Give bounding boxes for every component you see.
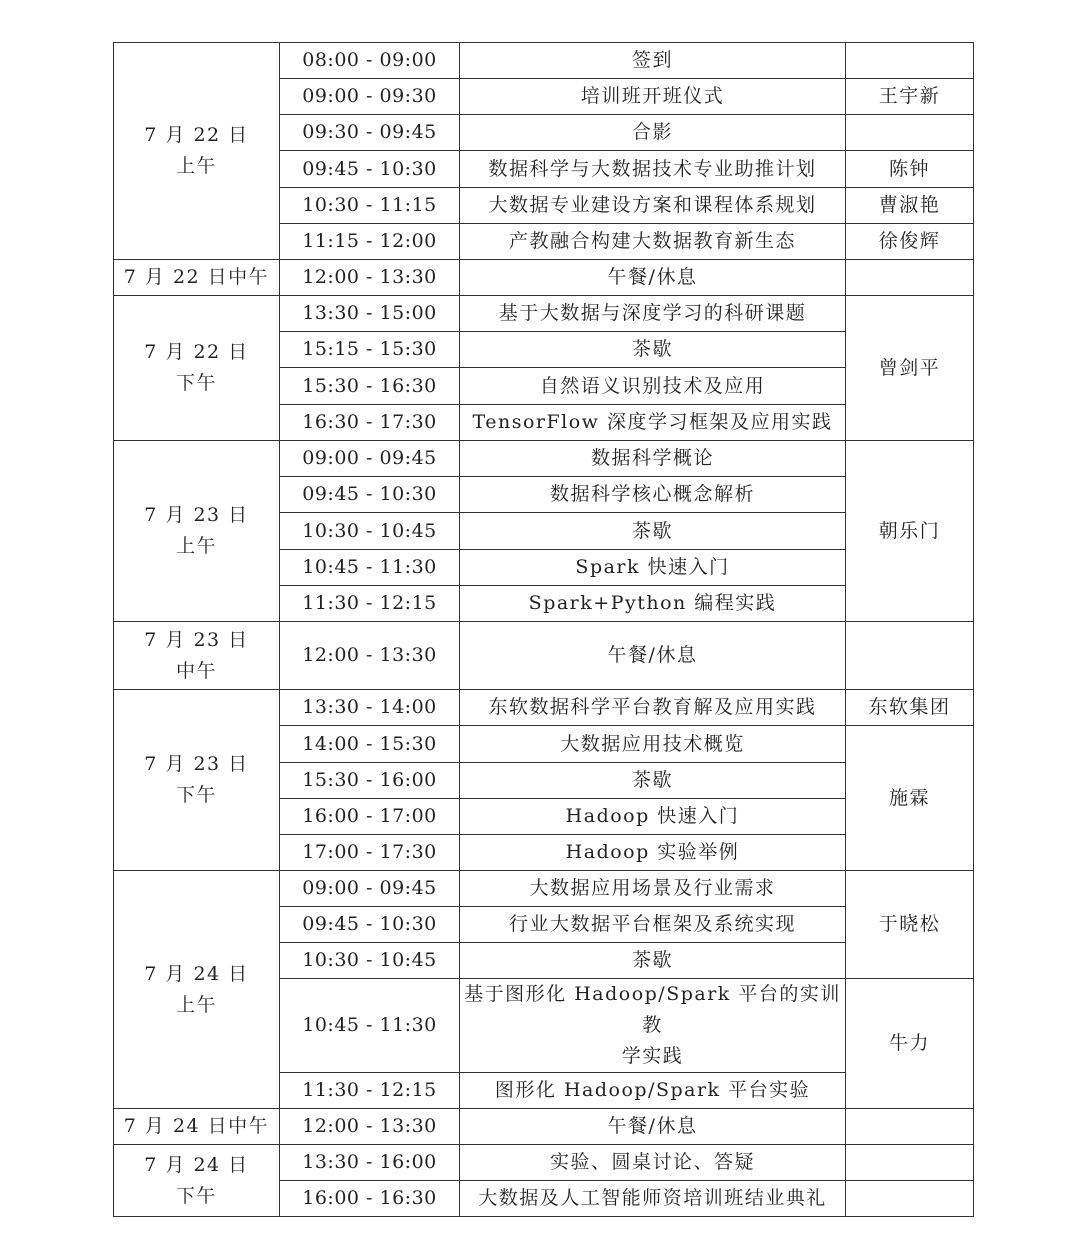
topic-cell: Spark 快速入门: [460, 550, 846, 586]
day-session-cell: 7 月 23 日 中午: [114, 622, 280, 690]
time-cell: 12:00 - 13:30: [280, 260, 460, 296]
time-cell: 14:00 - 15:30: [280, 726, 460, 763]
schedule-body: [114, 43, 974, 1217]
time-cell: 09:45 - 10:30: [280, 907, 460, 943]
day-session-cell: 7 月 23 日 下午: [114, 690, 280, 871]
speaker-cell: [846, 260, 974, 296]
day-session-cell: 7 月 22 日 上午: [114, 43, 280, 260]
time-cell: 13:30 - 14:00: [280, 690, 460, 726]
topic-cell: TensorFlow 深度学习框架及应用实践: [460, 405, 846, 441]
topic-cell: 茶歇: [460, 513, 846, 550]
speaker-cell: 徐俊辉: [846, 224, 974, 260]
day-session-cell: 7 月 22 日中午: [114, 260, 280, 296]
speaker-cell: 曹淑艳: [846, 188, 974, 224]
topic-cell: 大数据应用场景及行业需求: [460, 871, 846, 907]
speaker-cell: [846, 1145, 974, 1181]
speaker-cell: 于晓松: [846, 871, 974, 979]
topic-cell: 茶歇: [460, 943, 846, 979]
speaker-cell: 陈钟: [846, 151, 974, 188]
day-session-cell: 7 月 24 日 下午: [114, 1145, 280, 1217]
topic-cell: 午餐/休息: [460, 260, 846, 296]
time-cell: 12:00 - 13:30: [280, 1109, 460, 1145]
topic-cell: 大数据及人工智能师资培训班结业典礼: [460, 1181, 846, 1217]
topic-cell: 图形化 Hadoop/Spark 平台实验: [460, 1073, 846, 1109]
topic-cell: 产教融合构建大数据教育新生态: [460, 224, 846, 260]
speaker-cell: [846, 43, 974, 79]
time-cell: 13:30 - 15:00: [280, 296, 460, 332]
topic-cell: 午餐/休息: [460, 1109, 846, 1145]
topic-cell: 签到: [460, 43, 846, 79]
topic-cell: 午餐/休息: [460, 622, 846, 690]
schedule-row: [114, 441, 974, 477]
topic-cell: 行业大数据平台框架及系统实现: [460, 907, 846, 943]
day-session-cell: 7 月 24 日中午: [114, 1109, 280, 1145]
time-cell: 10:30 - 11:15: [280, 188, 460, 224]
time-cell: 10:45 - 11:30: [280, 550, 460, 586]
time-cell: 17:00 - 17:30: [280, 835, 460, 871]
time-cell: 09:00 - 09:45: [280, 441, 460, 477]
time-cell: 16:00 - 17:00: [280, 799, 460, 835]
topic-cell: Spark+Python 编程实践: [460, 586, 846, 622]
time-cell: 15:30 - 16:00: [280, 763, 460, 799]
topic-cell: 合影: [460, 115, 846, 151]
topic-cell: Hadoop 实验举例: [460, 835, 846, 871]
time-cell: 15:15 - 15:30: [280, 332, 460, 368]
time-cell: 10:45 - 11:30: [280, 979, 460, 1073]
topic-cell: 实验、圆桌讨论、答疑: [460, 1145, 846, 1181]
speaker-cell: [846, 1109, 974, 1145]
schedule-row: [114, 690, 974, 726]
schedule-table: [113, 42, 974, 1217]
speaker-cell: 牛力: [846, 979, 974, 1109]
speaker-cell: 朝乐门: [846, 441, 974, 622]
time-cell: 16:30 - 17:30: [280, 405, 460, 441]
speaker-cell: 王宇新: [846, 79, 974, 115]
topic-cell: 基于大数据与深度学习的科研课题: [460, 296, 846, 332]
topic-cell: 大数据专业建设方案和课程体系规划: [460, 188, 846, 224]
topic-cell: Hadoop 快速入门: [460, 799, 846, 835]
time-cell: 09:00 - 09:30: [280, 79, 460, 115]
speaker-cell: [846, 1181, 974, 1217]
topic-cell: 基于图形化 Hadoop/Spark 平台的实训教 学实践: [460, 979, 846, 1073]
speaker-cell: [846, 115, 974, 151]
schedule-row: [114, 296, 974, 332]
schedule-row: [114, 622, 974, 690]
day-session-cell: 7 月 23 日 上午: [114, 441, 280, 622]
topic-cell: 大数据应用技术概览: [460, 726, 846, 763]
topic-cell: 茶歇: [460, 763, 846, 799]
time-cell: 16:00 - 16:30: [280, 1181, 460, 1217]
schedule-row: [114, 1145, 974, 1181]
speaker-cell: 东软集团: [846, 690, 974, 726]
time-cell: 10:30 - 10:45: [280, 513, 460, 550]
time-cell: 13:30 - 16:00: [280, 1145, 460, 1181]
schedule-row: [114, 43, 974, 79]
day-session-cell: 7 月 22 日 下午: [114, 296, 280, 441]
schedule-row: [114, 871, 974, 907]
topic-cell: 东软数据科学平台教育解及应用实践: [460, 690, 846, 726]
topic-cell: 自然语义识别技术及应用: [460, 368, 846, 405]
time-cell: 09:00 - 09:45: [280, 871, 460, 907]
topic-cell: 培训班开班仪式: [460, 79, 846, 115]
topic-cell: 茶歇: [460, 332, 846, 368]
time-cell: 12:00 - 13:30: [280, 622, 460, 690]
time-cell: 15:30 - 16:30: [280, 368, 460, 405]
time-cell: 09:45 - 10:30: [280, 477, 460, 513]
schedule-row: [114, 1109, 974, 1145]
day-session-cell: 7 月 24 日 上午: [114, 871, 280, 1109]
time-cell: 10:30 - 10:45: [280, 943, 460, 979]
speaker-cell: 施霖: [846, 726, 974, 871]
time-cell: 08:00 - 09:00: [280, 43, 460, 79]
topic-cell: 数据科学与大数据技术专业助推计划: [460, 151, 846, 188]
time-cell: 11:30 - 12:15: [280, 1073, 460, 1109]
time-cell: 11:30 - 12:15: [280, 586, 460, 622]
time-cell: 09:45 - 10:30: [280, 151, 460, 188]
topic-cell: 数据科学概论: [460, 441, 846, 477]
schedule-row: [114, 260, 974, 296]
time-cell: 11:15 - 12:00: [280, 224, 460, 260]
time-cell: 09:30 - 09:45: [280, 115, 460, 151]
speaker-cell: [846, 622, 974, 690]
topic-cell: 数据科学核心概念解析: [460, 477, 846, 513]
speaker-cell: 曾剑平: [846, 296, 974, 441]
